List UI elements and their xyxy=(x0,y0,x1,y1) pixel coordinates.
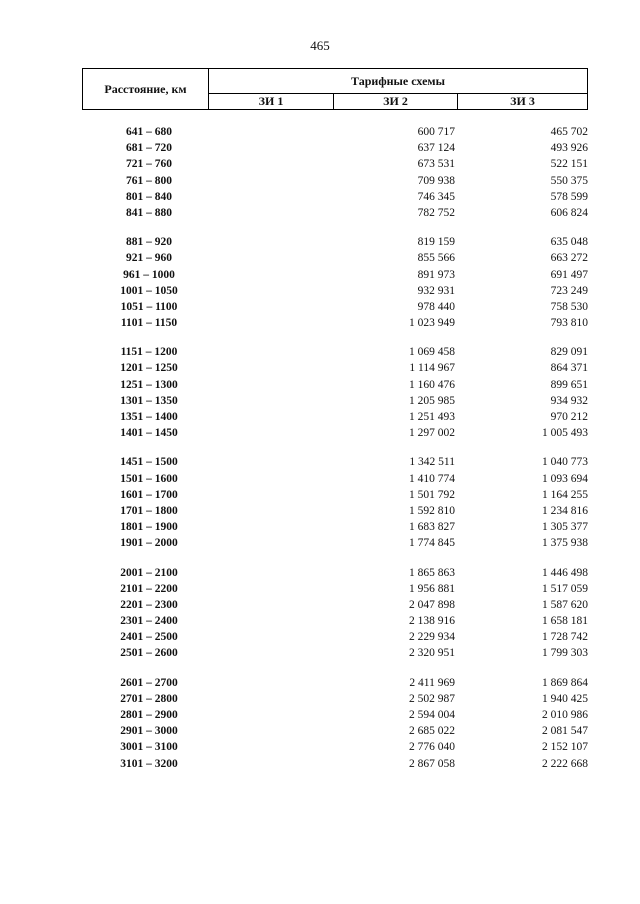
zi2-cell: 600 717 xyxy=(417,126,455,138)
table-row xyxy=(0,739,640,755)
distance-cell: 641 – 680 xyxy=(126,126,172,138)
table-row xyxy=(0,267,640,283)
zi3-cell: 663 272 xyxy=(550,252,588,265)
zi3-cell: 864 371 xyxy=(550,362,588,375)
distance-cell: 881 – 920 xyxy=(126,236,172,249)
distance-cell: 2801 – 2900 xyxy=(120,709,178,721)
zi3-cell: 793 810 xyxy=(550,317,588,330)
zi2-cell: 819 159 xyxy=(417,236,455,249)
distance-cell: 1251 – 1300 xyxy=(120,378,178,391)
row-group xyxy=(0,454,640,551)
distance-cell: 2401 – 2500 xyxy=(120,631,178,644)
zi3-cell: 829 091 xyxy=(550,346,588,359)
zi3-cell: 606 824 xyxy=(550,206,588,219)
table-row xyxy=(0,173,640,189)
table-row xyxy=(0,723,640,739)
table-row xyxy=(0,425,640,441)
table-row xyxy=(0,581,640,597)
zone-header-zi3: ЗИ 3 xyxy=(458,93,588,109)
distance-cell: 1201 – 1250 xyxy=(120,362,178,375)
zi2-cell: 1 956 881 xyxy=(409,582,455,595)
distance-column-header: Расстояние, км xyxy=(83,69,209,110)
table-row xyxy=(0,360,640,376)
distance-cell: 1051 – 1100 xyxy=(120,300,178,313)
zi3-cell: 1 305 377 xyxy=(542,521,588,534)
table-row xyxy=(0,471,640,487)
zi2-cell: 855 566 xyxy=(417,252,455,265)
table-row xyxy=(0,487,640,503)
table-row xyxy=(0,756,640,772)
zi3-cell: 1 375 938 xyxy=(542,537,588,550)
zi2-cell: 1 205 985 xyxy=(409,394,455,407)
table-row xyxy=(0,205,640,221)
distance-cell: 2601 – 2700 xyxy=(120,676,178,689)
page-number: 465 xyxy=(310,38,330,53)
distance-cell: 1901 – 2000 xyxy=(120,537,178,550)
zi3-cell: 1 446 498 xyxy=(542,566,588,579)
distance-cell: 1101 – 1150 xyxy=(120,317,178,330)
zi3-cell: 691 497 xyxy=(550,268,588,281)
table-row xyxy=(0,691,640,707)
zi3-cell: 2 010 986 xyxy=(542,709,588,721)
table-row xyxy=(0,377,640,393)
zi2-cell: 1 069 458 xyxy=(409,346,455,359)
table-row xyxy=(0,299,640,315)
zi2-cell: 2 776 040 xyxy=(409,741,455,754)
distance-cell: 1401 – 1450 xyxy=(120,427,178,440)
table-row xyxy=(0,409,640,425)
zi3-cell: 493 926 xyxy=(550,142,588,155)
zi3-cell: 1 799 303 xyxy=(542,647,588,660)
distance-cell: 1501 – 1600 xyxy=(120,472,178,485)
table-row xyxy=(0,519,640,535)
distance-cell: 2301 – 2400 xyxy=(120,615,178,628)
table-row xyxy=(0,234,640,250)
zi2-cell: 1 251 493 xyxy=(409,411,455,423)
table-row xyxy=(0,344,640,360)
zi3-cell: 1 517 059 xyxy=(542,582,588,595)
distance-cell: 2901 – 3000 xyxy=(120,725,178,738)
zi2-cell: 2 320 951 xyxy=(409,647,455,660)
zi3-cell: 1 940 425 xyxy=(542,692,588,705)
zi2-cell: 1 865 863 xyxy=(409,566,455,579)
zi3-cell: 1 093 694 xyxy=(542,472,588,485)
zi2-cell: 2 502 987 xyxy=(409,692,455,705)
table-row xyxy=(0,454,640,470)
zi3-cell: 635 048 xyxy=(550,236,588,249)
zi2-cell: 673 531 xyxy=(417,158,455,171)
distance-cell: 1601 – 1700 xyxy=(120,488,178,501)
row-group xyxy=(0,234,640,331)
zi2-cell: 637 124 xyxy=(417,142,455,155)
zi3-cell: 1 040 773 xyxy=(542,456,588,469)
zi3-cell: 2 222 668 xyxy=(542,757,588,770)
row-group xyxy=(0,124,640,221)
row-group xyxy=(0,344,640,441)
distance-cell: 921 – 960 xyxy=(126,252,172,265)
distance-cell: 761 – 800 xyxy=(126,174,172,187)
table-row xyxy=(0,156,640,172)
distance-cell: 1301 – 1350 xyxy=(120,394,178,407)
zi3-cell: 1 728 742 xyxy=(542,631,588,644)
table-row xyxy=(0,613,640,629)
zone-header-zi1: ЗИ 1 xyxy=(209,93,334,109)
table-row xyxy=(0,503,640,519)
table-row xyxy=(0,535,640,551)
zi2-cell: 1 501 792 xyxy=(409,488,455,501)
table-row xyxy=(0,675,640,691)
zi3-cell: 970 212 xyxy=(550,411,588,423)
distance-cell: 1001 – 1050 xyxy=(120,284,178,297)
zi3-cell: 550 375 xyxy=(550,174,588,187)
zi3-cell: 1 005 493 xyxy=(542,427,588,440)
distance-cell: 841 – 880 xyxy=(126,206,172,219)
zi2-cell: 2 047 898 xyxy=(409,598,455,611)
table-row xyxy=(0,124,640,140)
distance-cell: 2201 – 2300 xyxy=(120,598,178,611)
distance-cell: 2101 – 2200 xyxy=(120,582,178,595)
zi3-cell: 1 869 864 xyxy=(542,676,588,689)
zi2-cell: 1 160 476 xyxy=(409,378,455,391)
distance-cell: 721 – 760 xyxy=(126,158,172,171)
zi3-cell: 1 164 255 xyxy=(542,488,588,501)
distance-cell: 3001 – 3100 xyxy=(120,741,178,754)
table-row xyxy=(0,140,640,156)
zi2-cell: 891 973 xyxy=(417,268,455,281)
distance-cell: 2701 – 2800 xyxy=(120,692,178,705)
zi2-cell: 932 931 xyxy=(417,284,455,297)
table-header xyxy=(82,68,588,110)
zi3-cell: 723 249 xyxy=(550,284,588,297)
distance-cell: 1451 – 1500 xyxy=(120,456,178,469)
distance-cell: 2501 – 2600 xyxy=(120,647,178,660)
zi2-cell: 2 138 916 xyxy=(409,615,455,628)
table-row xyxy=(0,629,640,645)
distance-cell: 961 – 1000 xyxy=(123,268,175,281)
table-body xyxy=(0,124,640,785)
table-row xyxy=(0,707,640,723)
zone-header-zi2: ЗИ 2 xyxy=(334,93,458,109)
zi3-cell: 1 658 181 xyxy=(542,615,588,628)
table-row xyxy=(0,393,640,409)
zi3-cell: 465 702 xyxy=(550,126,588,138)
row-group xyxy=(0,675,640,772)
table-row xyxy=(0,645,640,661)
tariff-schemes-header: Тарифные схемы xyxy=(209,69,588,94)
zi3-cell: 899 651 xyxy=(550,378,588,391)
table-row xyxy=(0,597,640,613)
zi2-cell: 1 342 511 xyxy=(409,456,455,469)
zi2-cell: 978 440 xyxy=(417,300,455,313)
zi3-cell: 758 530 xyxy=(550,300,588,313)
distance-cell: 1801 – 1900 xyxy=(120,521,178,534)
table-row xyxy=(0,283,640,299)
zi2-cell: 1 683 827 xyxy=(409,521,455,534)
zi2-cell: 2 594 004 xyxy=(409,709,455,721)
zi2-cell: 1 297 002 xyxy=(409,427,455,440)
zi3-cell: 2 081 547 xyxy=(542,725,588,738)
distance-cell: 1351 – 1400 xyxy=(120,411,178,423)
distance-cell: 1701 – 1800 xyxy=(120,504,178,517)
distance-cell: 3101 – 3200 xyxy=(120,757,178,770)
zi3-cell: 522 151 xyxy=(550,158,588,171)
zi2-cell: 709 938 xyxy=(417,174,455,187)
distance-cell: 801 – 840 xyxy=(126,190,172,203)
zi2-cell: 2 229 934 xyxy=(409,631,455,644)
zi2-cell: 1 410 774 xyxy=(409,472,455,485)
row-group xyxy=(0,565,640,662)
zi2-cell: 1 592 810 xyxy=(409,504,455,517)
distance-cell: 1151 – 1200 xyxy=(120,346,178,359)
table-row xyxy=(0,250,640,266)
zi2-cell: 2 685 022 xyxy=(409,725,455,738)
zi2-cell: 1 114 967 xyxy=(409,362,455,375)
zi3-cell: 934 932 xyxy=(550,394,588,407)
table-row xyxy=(0,315,640,331)
zi2-cell: 782 752 xyxy=(417,206,455,219)
zi2-cell: 2 867 058 xyxy=(409,757,455,770)
table-row xyxy=(0,565,640,581)
table-row xyxy=(0,189,640,205)
distance-cell: 2001 – 2100 xyxy=(120,566,178,579)
zi3-cell: 578 599 xyxy=(550,190,588,203)
zi2-cell: 2 411 969 xyxy=(409,676,455,689)
distance-cell: 681 – 720 xyxy=(126,142,172,155)
zi3-cell: 1 234 816 xyxy=(542,504,588,517)
zi3-cell: 2 152 107 xyxy=(542,741,588,754)
zi2-cell: 1 023 949 xyxy=(409,317,455,330)
zi2-cell: 1 774 845 xyxy=(409,537,455,550)
zi3-cell: 1 587 620 xyxy=(542,598,588,611)
zi2-cell: 746 345 xyxy=(417,190,455,203)
